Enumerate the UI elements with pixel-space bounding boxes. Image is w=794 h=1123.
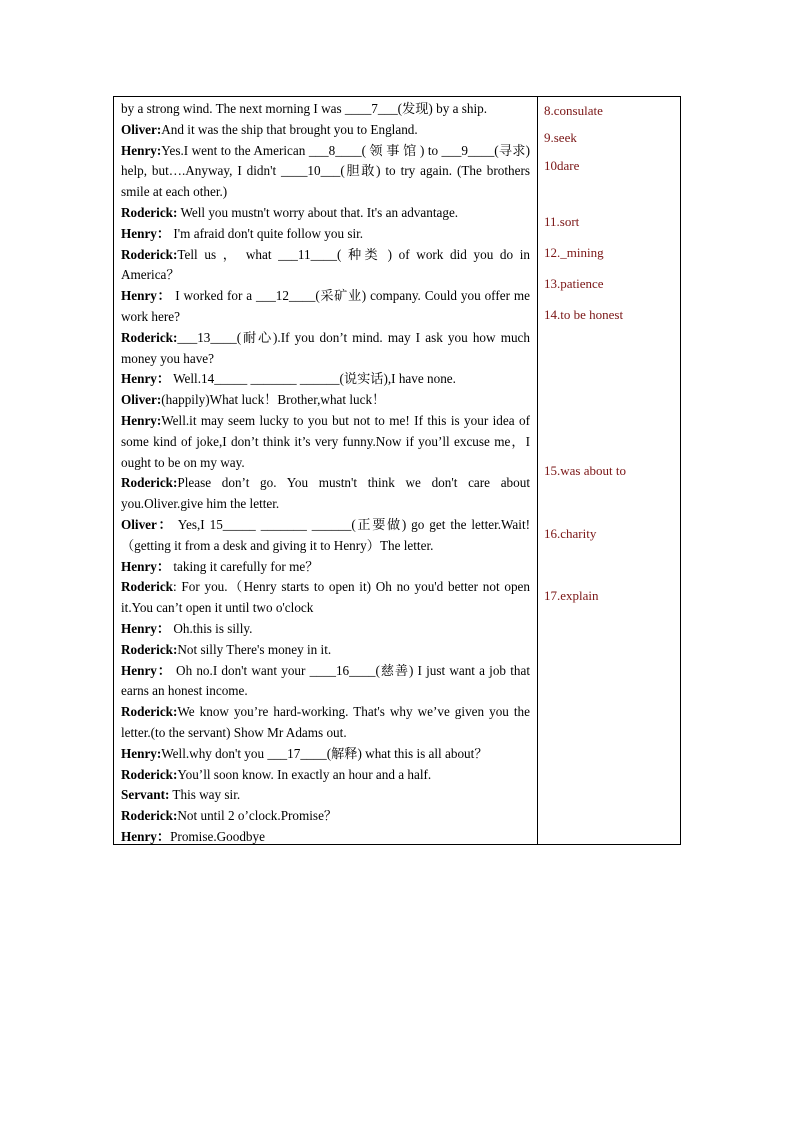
line-text: Well you mustn't worry about that. It's an advantage. bbox=[177, 204, 459, 220]
line-text: by a strong wind. The next morning I was ____7___(发现) by a ship. bbox=[121, 101, 488, 116]
line-text: I worked for a ___12____(采矿业) company. Could you offer me work here? bbox=[121, 288, 530, 324]
line-text: (happily)What luck！Brother,what luck！ bbox=[161, 392, 386, 408]
dialogue-line bbox=[121, 557, 530, 578]
dialogue-line bbox=[121, 141, 530, 203]
speaker: Henry： bbox=[121, 288, 172, 304]
answer-item: 11.sort bbox=[544, 214, 580, 229]
speaker: Henry: bbox=[121, 412, 162, 428]
dialogue-line bbox=[121, 702, 530, 744]
speaker: Henry： bbox=[121, 225, 171, 241]
dialogue-line bbox=[121, 369, 530, 390]
dialogue-line bbox=[121, 245, 530, 287]
dialogue-line bbox=[121, 765, 530, 786]
line-text: Tell us ， what ___11____( 种类 ) of work did you do in America？ bbox=[121, 246, 530, 283]
speaker: Roderick: bbox=[121, 246, 178, 262]
speaker: Oliver： bbox=[121, 516, 174, 532]
dialogue-line bbox=[121, 661, 530, 703]
line-text: Not silly There's money in it. bbox=[177, 641, 332, 657]
line-text: Well.it may seem lucky to you but not to me! If this is your idea of some kind of joke,I don’t think it’s very funny.Now if you’ll excuse me，I ought to be on my way. bbox=[121, 412, 530, 470]
speaker: Servant: bbox=[121, 787, 170, 803]
speaker: Roderick bbox=[121, 579, 174, 595]
line-text: And it was the ship that brought you to England. bbox=[161, 121, 418, 137]
dialogue-line bbox=[121, 390, 530, 411]
speaker: Oliver: bbox=[121, 392, 162, 408]
speaker: Henry： bbox=[121, 828, 171, 844]
speaker: Roderick: bbox=[121, 329, 178, 345]
dialogue-line bbox=[121, 619, 530, 640]
line-text: Yes,I 15_____ _______ ______(正要做) go get the letter.Wait!（getting it from a desk and giving it to Henry）The letter. bbox=[121, 516, 531, 553]
speaker: Henry: bbox=[121, 142, 162, 158]
line-text: I'm afraid don't quite follow you sir. bbox=[170, 225, 364, 241]
speaker: Henry： bbox=[121, 662, 172, 678]
dialogue-line bbox=[121, 286, 530, 328]
line-text: Promise.Goodbye bbox=[170, 828, 265, 844]
line-text: This way sir. bbox=[169, 787, 241, 803]
dialogue-line bbox=[121, 515, 530, 557]
dialogue-line bbox=[121, 120, 530, 141]
line-text: Please don’t go. You mustn't think we don't care about you.Oliver.give him the letter. bbox=[121, 475, 530, 512]
dialogue-line bbox=[121, 328, 530, 370]
answer-item: 12._mining bbox=[544, 245, 604, 260]
line-text: taking it carefully for me？ bbox=[170, 558, 319, 574]
line-text: Not until 2 o’clock.Promise？ bbox=[177, 808, 338, 824]
line-text: Oh no.I don't want your ____16____(慈善) I just want a job that earns an honest income. bbox=[121, 662, 530, 699]
speaker: Henry： bbox=[121, 558, 171, 574]
speaker: Roderick: bbox=[121, 704, 178, 720]
line-text: Yes.I went to the American ___8____( 领 事 馆 ) to ___9____(寻求) help, but….Anyway, I didn't ____10___(胆敢) to try again. (The brothers smile at each other.) bbox=[121, 142, 530, 200]
dialogue-line bbox=[121, 224, 530, 245]
dialogue-line bbox=[121, 99, 530, 120]
answer-item: 10dare bbox=[544, 158, 580, 173]
dialogue-line bbox=[121, 577, 530, 619]
line-text: Well.14_____ _______ ______(说实话),I have none. bbox=[170, 371, 456, 387]
speaker: Roderick: bbox=[121, 808, 178, 824]
dialogue-line bbox=[121, 827, 530, 848]
line-text: We know you’re hard-working. That's why we’ve given you the letter.(to the servant) Show Mr Adams out. bbox=[121, 704, 530, 740]
answer-item: 17.explain bbox=[544, 588, 599, 603]
speaker: Henry： bbox=[121, 371, 171, 387]
dialogue-line bbox=[121, 640, 530, 661]
dialogue-line bbox=[121, 411, 530, 473]
column-divider bbox=[537, 97, 538, 844]
exercise-table bbox=[113, 96, 681, 845]
dialogue-line bbox=[121, 203, 530, 224]
line-text: ___13____(耐心).If you don’t mind. may I ask you how much money you have? bbox=[121, 329, 530, 366]
dialogue-line bbox=[121, 473, 530, 515]
answer-item: 16.charity bbox=[544, 526, 597, 541]
line-text: Oh.this is silly. bbox=[170, 620, 253, 636]
speaker: Henry: bbox=[121, 745, 162, 761]
dialogue-column bbox=[121, 99, 530, 848]
dialogue-line bbox=[121, 785, 530, 806]
speaker: Roderick: bbox=[121, 766, 178, 782]
speaker: Oliver: bbox=[121, 121, 162, 137]
line-text: : For you.（Henry starts to open it) Oh no you'd better not open it.You can’t open it until two o'clock bbox=[121, 579, 530, 616]
answer-item: 14.to be honest bbox=[544, 307, 624, 322]
dialogue-line bbox=[121, 744, 530, 765]
speaker: Roderick: bbox=[121, 641, 178, 657]
answer-item: 15.was about to bbox=[544, 463, 626, 478]
answer-item: 9.seek bbox=[544, 130, 577, 145]
dialogue-line bbox=[121, 806, 530, 827]
speaker: Roderick: bbox=[121, 475, 178, 491]
answer-item: 8.consulate bbox=[544, 103, 603, 118]
line-text: Well.why don't you ___17____(解释) what this is all about？ bbox=[161, 745, 488, 761]
speaker: Henry： bbox=[121, 620, 171, 636]
answer-item: 13.patience bbox=[544, 276, 604, 291]
speaker: Roderick: bbox=[121, 204, 178, 220]
line-text: You’ll soon know. In exactly an hour and a half. bbox=[177, 766, 432, 782]
